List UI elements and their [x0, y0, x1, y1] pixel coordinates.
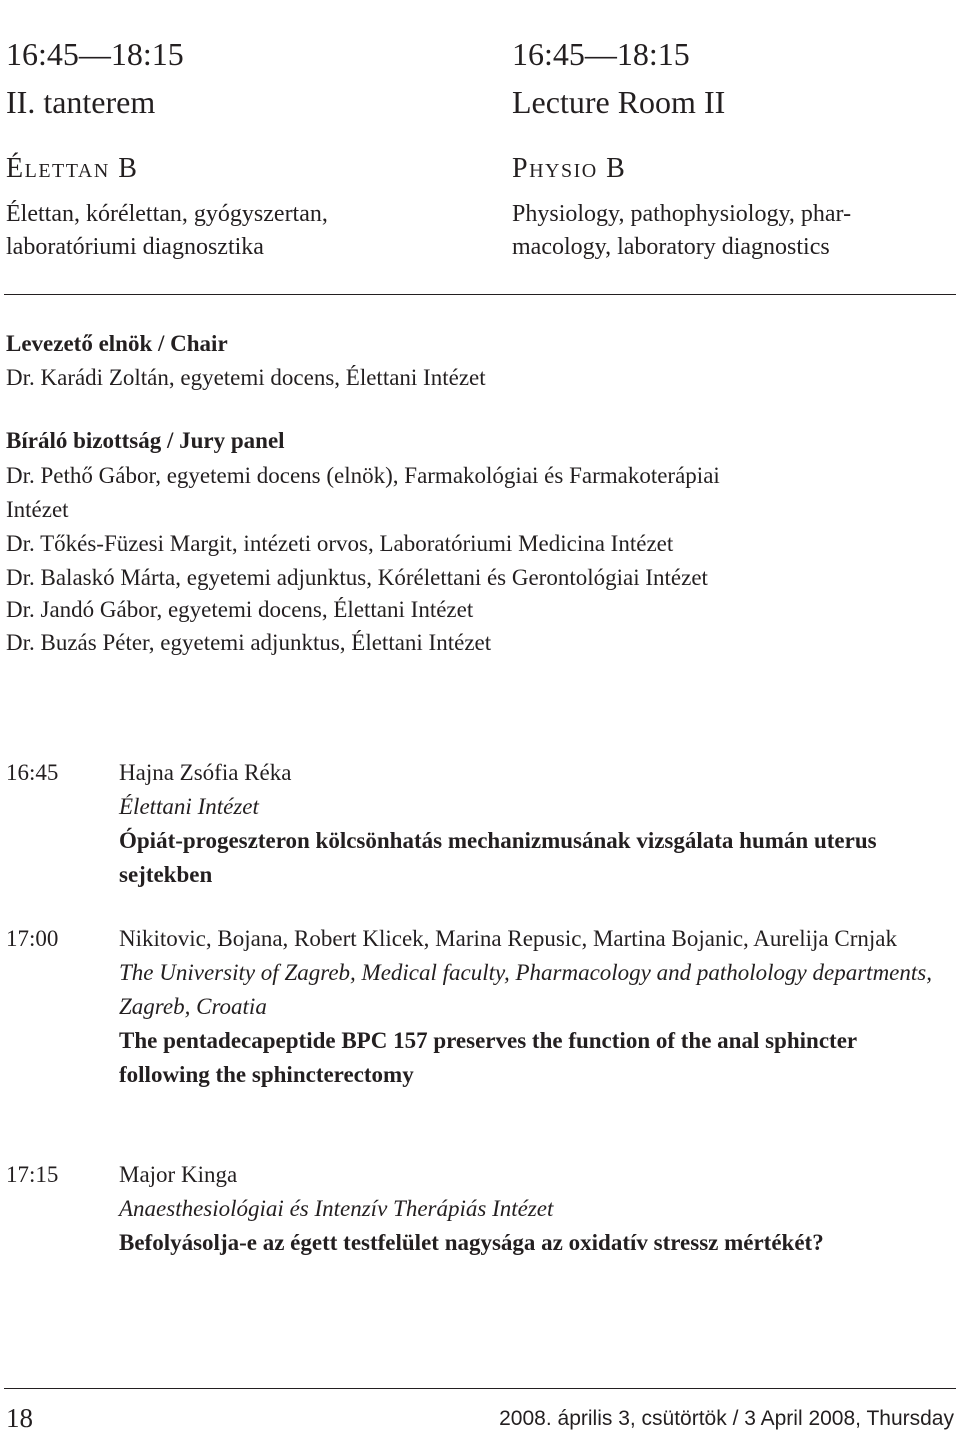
talk-title: Ópiát-progeszteron kölcsönhatás mechanizmusának vizsgálata humán uterus sejtekben [119, 828, 877, 887]
left-topic-line1: Élettan, kórélettan, gyógyszertan, [6, 201, 328, 227]
talk-authors: Hajna Zsófia Réka [119, 760, 292, 785]
page-number: 18 [6, 1403, 33, 1433]
right-section-title: Physio B [512, 153, 627, 184]
talk-time: 17:15 [6, 1162, 59, 1187]
jury-member: Dr. Balaskó Márta, egyetemi adjunktus, Kórélettani és Gerontológiai Intézet [6, 565, 708, 590]
talk-authors: Major Kinga [119, 1162, 238, 1187]
talk-institute: Anaesthesiológiai és Intenzív Therápiás Intézet [119, 1196, 554, 1221]
talk-title: The pentadecapeptide BPC 157 preserves the function of the anal sphincter following the sphincterectomy [119, 1028, 857, 1087]
chair-heading: Levezető elnök / Chair [6, 331, 228, 356]
jury-heading: Bíráló bizottság / Jury panel [6, 428, 285, 453]
jury-member: Dr. Tőkés-Füzesi Margit, intézeti orvos, Laboratóriumi Medicina Intézet [6, 531, 674, 556]
right-room: Lecture Room II [512, 84, 726, 120]
right-session-time: 16:45—18:15 [512, 36, 690, 72]
talk-time: 17:00 [6, 926, 59, 951]
talk-authors: Nikitovic, Bojana, Robert Klicek, Marina Repusic, Martina Bojanic, Aurelija Crnjak [119, 926, 897, 951]
talk-entry [119, 1158, 949, 1260]
right-topic-line2: macology, laboratory diagnostics [512, 234, 830, 260]
left-section-title: Élettan B [6, 153, 139, 184]
jury-member: Dr. Jandó Gábor, egyetemi docens, Élettani Intézet [6, 597, 474, 622]
footer-divider [4, 1388, 956, 1389]
left-topic-line2: laboratóriumi diagnosztika [6, 234, 264, 260]
left-room: II. tanterem [6, 84, 156, 120]
jury-member: Dr. Pethő Gábor, egyetemi docens (elnök), Farmakológiai és Farmakoterápiai [6, 463, 720, 488]
jury-member: Dr. Buzás Péter, egyetemi adjunktus, Élettani Intézet [6, 630, 492, 655]
talk-title: Befolyásolja-e az égett testfelület nagysága az oxidatív stressz mértékét? [119, 1230, 824, 1255]
talk-entry [119, 756, 949, 892]
chair-name: Dr. Karádi Zoltán, egyetemi docens, Élettani Intézet [6, 365, 486, 390]
footer-date: 2008. április 3, csütörtök / 3 April 2008, Thursday [499, 1407, 954, 1430]
jury-member: Intézet [6, 497, 69, 522]
talk-institute: Élettani Intézet [119, 794, 259, 819]
talk-institute: The University of Zagreb, Medical faculty, Pharmacology and patholology departments, Zagreb, Croatia [119, 960, 932, 1019]
right-topic-line1: Physiology, pathophysiology, phar- [512, 201, 852, 227]
talk-time: 16:45 [6, 760, 59, 785]
header-divider [4, 294, 956, 295]
talk-entry [119, 922, 949, 1092]
left-session-time: 16:45—18:15 [6, 36, 184, 72]
